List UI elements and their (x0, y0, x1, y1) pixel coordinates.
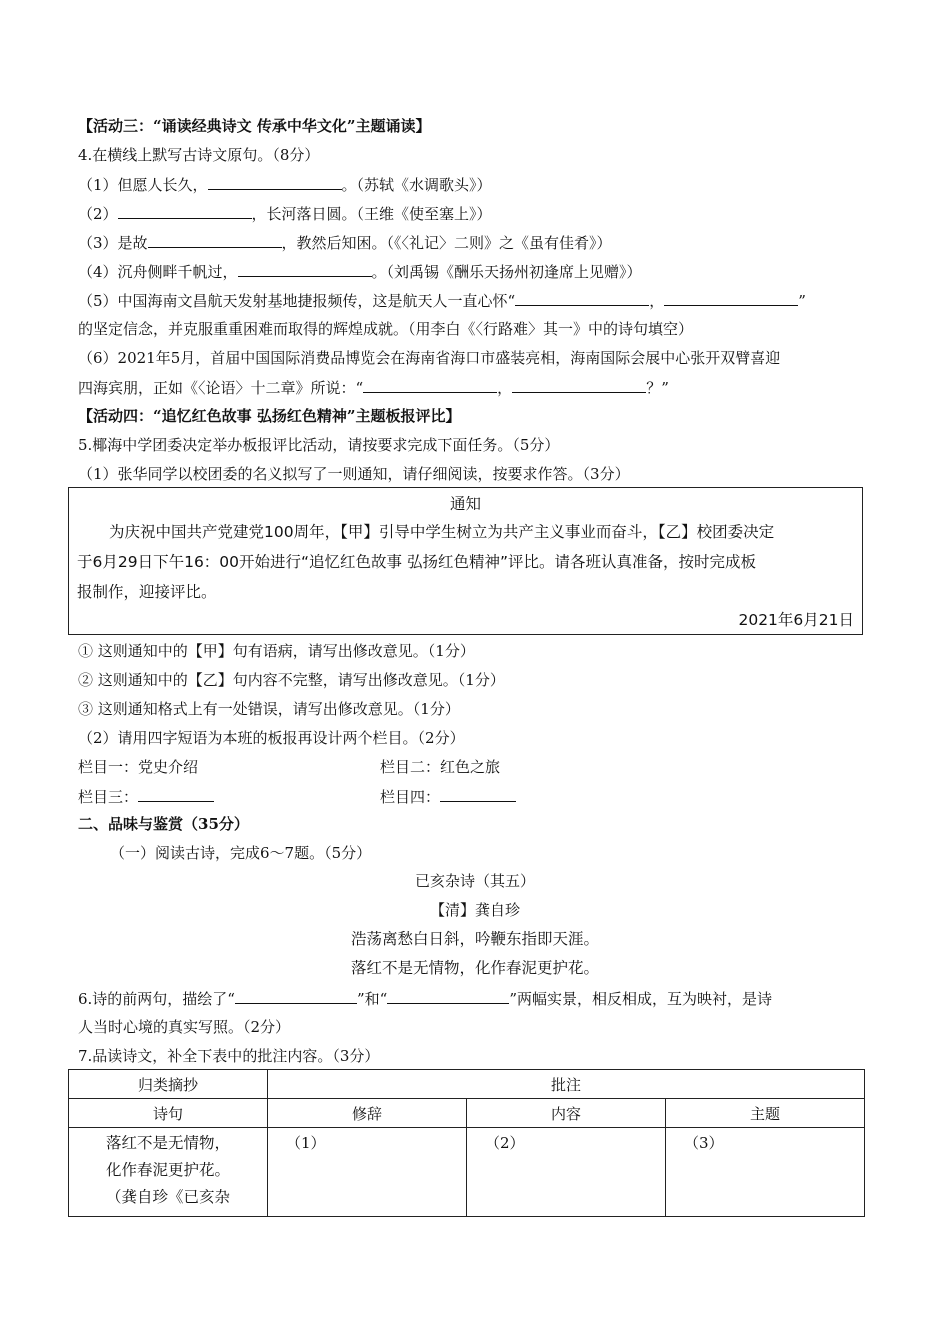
q4-item3: （3）是故 ，教然后知困。（《〈礼记〉二则》之《虽有佳肴》） (78, 234, 612, 252)
notice-title: 通知 (449, 495, 481, 513)
answer-blank[interactable] (387, 988, 509, 1004)
notice-line2: 于6月29日下午16：00开始进行“追忆红色故事 弘扬红色精神”评比。请各班认真准备，按时完成板 (77, 553, 757, 571)
q6-line2: 人当时心境的真实写照。（2分） (78, 1018, 291, 1036)
poem-excerpt-cell: 落红不是无情物， 化作春泥更护花。 （龚自珍《已亥杂 (69, 1128, 268, 1217)
header-theme: 主题 (666, 1099, 865, 1128)
q5-sub2: （2）请用四字短语为本班的板报再设计两个栏目。（2分） (78, 729, 465, 747)
activity4-title: 【活动四：“追忆红色故事 弘扬红色精神”主题板报评比】 (78, 407, 461, 425)
answer-blank[interactable] (208, 174, 342, 190)
q5-c2: ② 这则通知中的【乙】句内容不完整，请写出修改意见。（1分） (78, 671, 505, 689)
poem-author: 【清】龚自珍 (429, 901, 520, 919)
poem-title: 已亥杂诗（其五） (414, 872, 535, 890)
table-subheader-row (69, 1099, 865, 1128)
q4-item4: （4）沉舟侧畔千帆过， 。（刘禹锡《酬乐天扬州初逢席上见赠》） (78, 263, 642, 281)
answer-blank[interactable] (440, 786, 516, 802)
q4-item1: （1）但愿人长久， 。（苏轼《水调歌头》） (78, 176, 492, 194)
section-two-title: 二、品味与鉴赏（35分） (78, 815, 249, 833)
q4-item5-cont: 的坚定信念，并克服重重困难而取得的辉煌成就。（用李白《〈行路难〉其一》中的诗句填空） (78, 320, 694, 338)
table-row (69, 1128, 865, 1217)
answer-cell-rhetoric[interactable]: （1） (268, 1128, 467, 1217)
part-one-title: （一）阅读古诗，完成6～7题。（5分） (110, 844, 372, 862)
header-rhetoric: 修辞 (268, 1099, 467, 1128)
table-header-row (69, 1070, 865, 1099)
column-three: 栏目三： (78, 786, 214, 807)
annotation-table (68, 1069, 865, 1217)
notice-line3: 报制作，迎接评比。 (77, 583, 217, 601)
header-poem-line: 诗句 (69, 1099, 268, 1128)
notice-box (68, 487, 863, 635)
q4-prompt: 4.在横线上默写古诗文原句。（8分） (78, 146, 320, 164)
q5-c3: ③ 这则通知格式上有一处错误，请写出修改意见。（1分） (78, 700, 460, 718)
notice-date: 2021年6月21日 (738, 611, 854, 629)
q5-sub1: （1）张华同学以校团委的名义拟写了一则通知，请仔细阅读，按要求作答。（3分） (78, 465, 630, 483)
q4-item6: （6）2021年5月，首届中国国际消费品博览会在海南省海口市盛装亮相，海南国际会展中心张开双臂喜迎 (78, 349, 781, 367)
answer-cell-content[interactable]: （2） (467, 1128, 666, 1217)
answer-blank[interactable] (238, 261, 372, 277)
answer-blank[interactable] (664, 290, 798, 306)
q4-item6-cont: 四海宾朋，正如《〈论语〉十二章》所说：“ ， ？” (78, 379, 669, 397)
answer-blank[interactable] (235, 988, 357, 1004)
column-four: 栏目四： (380, 786, 516, 807)
header-content: 内容 (467, 1099, 666, 1128)
header-excerpt: 归类摘抄 (69, 1070, 268, 1099)
q6-line1: 6.诗的前两句，描绘了“ ”和“ ”两幅实景，相反相成，互为映衬，是诗 (78, 990, 772, 1008)
answer-blank[interactable] (515, 290, 649, 306)
column-one: 栏目一：党史介绍 (78, 758, 199, 776)
q5-c1: ① 这则通知中的【甲】句有语病，请写出修改意见。（1分） (78, 642, 475, 660)
answer-blank[interactable] (118, 203, 252, 219)
q5-prompt: 5.椰海中学团委决定举办板报评比活动，请按要求完成下面任务。（5分） (78, 436, 560, 454)
answer-blank[interactable] (363, 377, 497, 393)
answer-blank[interactable] (148, 232, 282, 248)
column-two: 栏目二：红色之旅 (380, 758, 501, 776)
notice-line1: 为庆祝中国共产党建党100周年，【甲】引导中学生树立为共产主义事业而奋斗，【乙】校团委决定 (109, 523, 775, 541)
q4-item2: （2） ，长河落日圆。（王维《使至塞上》） (78, 205, 492, 223)
answer-blank[interactable] (138, 786, 214, 802)
activity3-title: 【活动三：“诵读经典诗文 传承中华文化”主题诵读】 (78, 117, 431, 135)
answer-blank[interactable] (512, 377, 646, 393)
q7-prompt: 7.品读诗文，补全下表中的批注内容。（3分） (78, 1047, 380, 1065)
poem-line1: 浩荡离愁白日斜，吟鞭东指即天涯。 (350, 930, 599, 948)
q4-item5: （5）中国海南文昌航天发射基地捷报频传，这是航天人一直心怀“ ， ” (78, 292, 806, 310)
poem-line2: 落红不是无情物，化作春泥更护花。 (350, 959, 599, 977)
answer-cell-theme[interactable]: （3） (666, 1128, 865, 1217)
header-annotation: 批注 (268, 1070, 865, 1099)
